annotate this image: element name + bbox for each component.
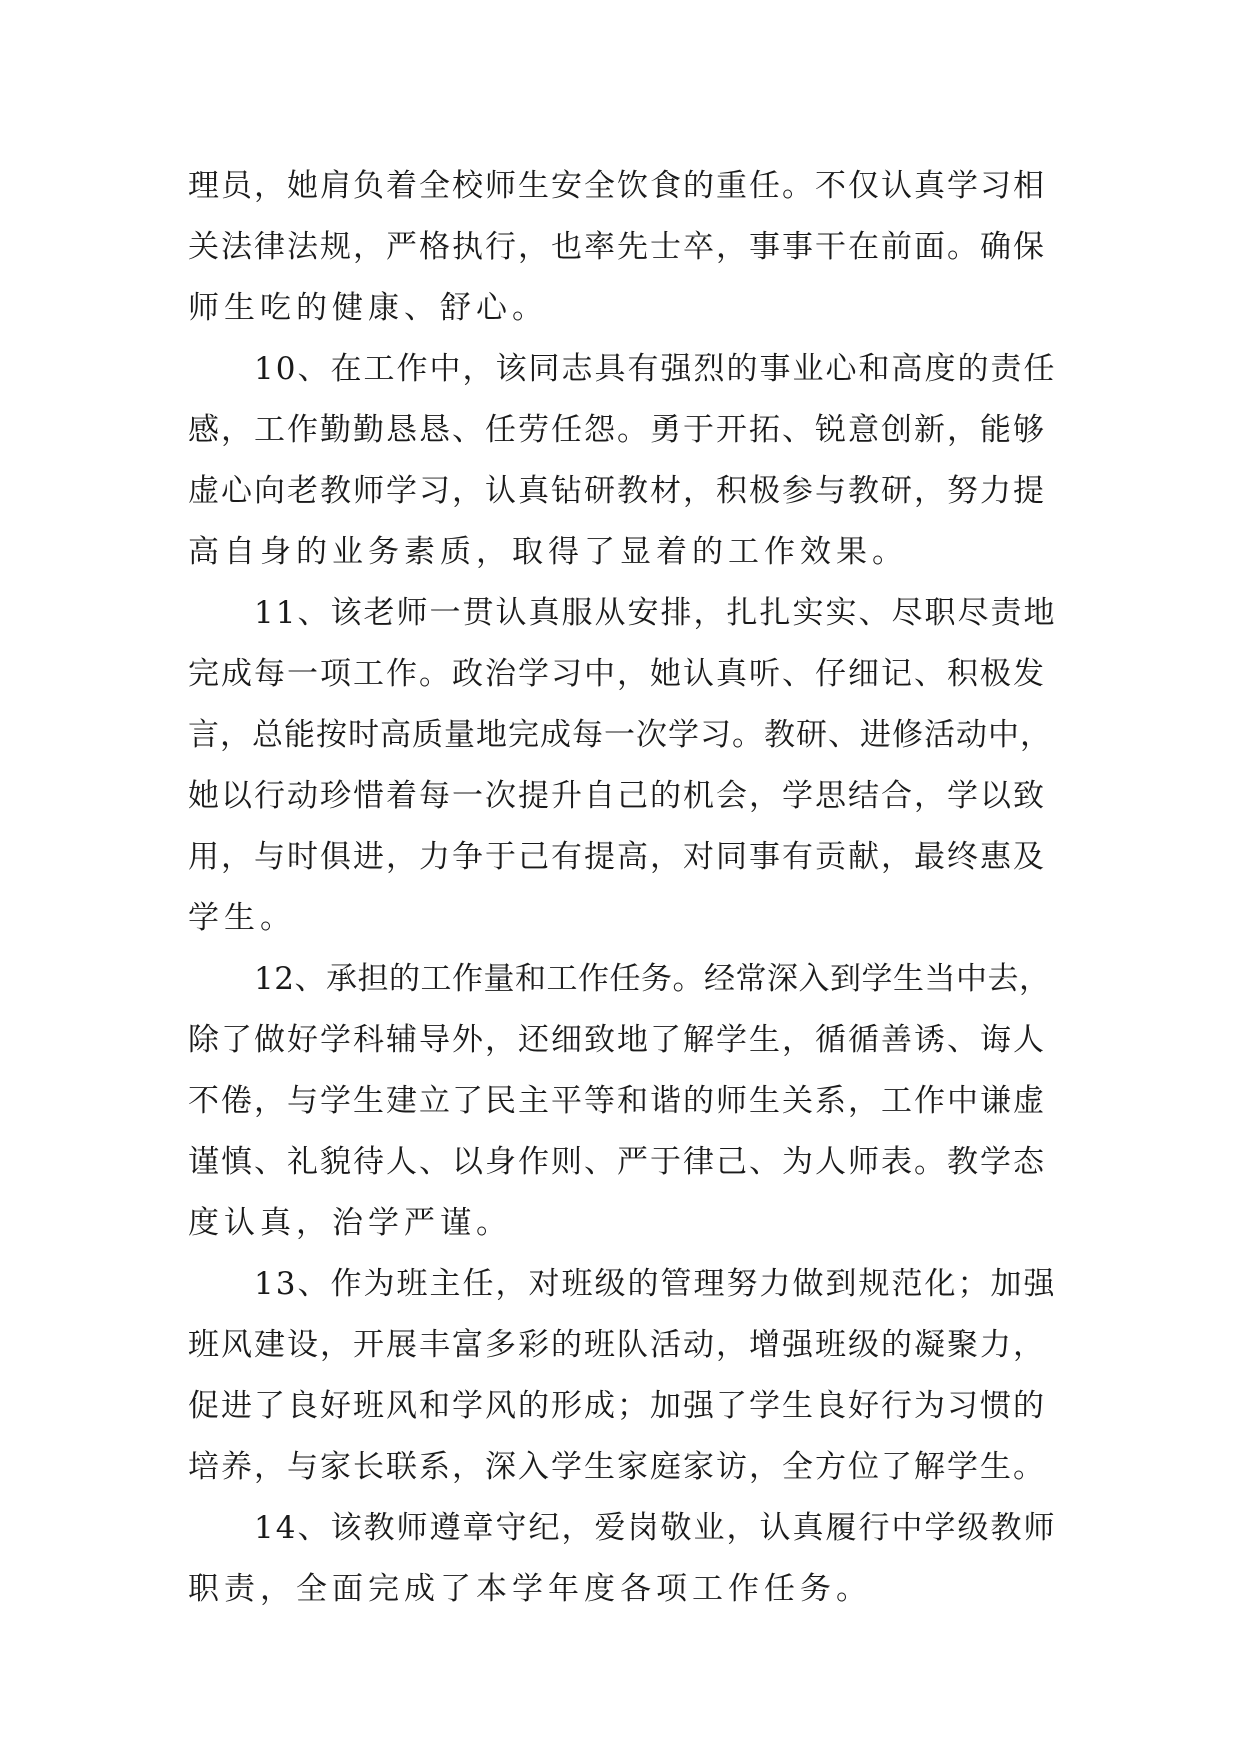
text-line: 13、作为班主任，对班级的管理努力做到规范化；加强 bbox=[254, 1266, 1057, 1302]
document-body bbox=[188, 156, 1056, 1620]
text-line: 她以行动珍惜着每一次提升自己的机会，学思结合，学以致 bbox=[188, 778, 1046, 814]
text-line: 高自身的业务素质，取得了显着的工作效果。 bbox=[188, 534, 908, 570]
text-line: 度认真，治学严谨。 bbox=[188, 1205, 512, 1241]
paragraph-item-12 bbox=[188, 949, 1056, 1254]
text-line: 用，与时俱进，力争于己有提高，对同事有贡献，最终惠及 bbox=[188, 839, 1046, 875]
text-line: 完成每一项工作。政治学习中，她认真听、仔细记、积极发 bbox=[188, 656, 1046, 692]
paragraph-continued bbox=[188, 156, 1056, 339]
text-line: 促进了良好班风和学风的形成；加强了学生良好行为习惯的 bbox=[188, 1388, 1046, 1424]
paragraph-item-14 bbox=[188, 1498, 1056, 1620]
text-line: 理员，她肩负着全校师生安全饮食的重任。不仅认真学习相 bbox=[188, 168, 1046, 204]
text-line: 11、该老师一贯认真服从安排，扎扎实实、尽职尽责地 bbox=[254, 595, 1057, 631]
text-line: 师生吃的健康、舒心。 bbox=[188, 290, 548, 326]
text-line: 职责，全面完成了本学年度各项工作任务。 bbox=[188, 1571, 872, 1607]
text-line: 除了做好学科辅导外，还细致地了解学生，循循善诱、诲人 bbox=[188, 1022, 1046, 1058]
text-line: 虚心向老教师学习，认真钻研教材，积极参与教研，努力提 bbox=[188, 473, 1046, 509]
text-line: 12、承担的工作量和工作任务。经常深入到学生当中去， bbox=[254, 961, 1051, 997]
text-line: 谨慎、礼貌待人、以身作则、严于律己、为人师表。教学态 bbox=[188, 1144, 1046, 1180]
text-line: 10、在工作中，该同志具有强烈的事业心和高度的责任 bbox=[254, 351, 1057, 387]
text-line: 培养，与家长联系，深入学生家庭家访，全方位了解学生。 bbox=[188, 1449, 1046, 1485]
text-line: 言，总能按时高质量地完成每一次学习。教研、进修活动中， bbox=[188, 717, 1052, 753]
paragraph-item-11 bbox=[188, 583, 1056, 949]
paragraph-item-10 bbox=[188, 339, 1056, 583]
paragraph-item-13 bbox=[188, 1254, 1056, 1498]
text-line: 感，工作勤勤恳恳、任劳任怨。勇于开拓、锐意创新，能够 bbox=[188, 412, 1046, 448]
text-line: 班风建设，开展丰富多彩的班队活动，增强班级的凝聚力， bbox=[188, 1327, 1046, 1363]
text-line: 学生。 bbox=[188, 900, 296, 936]
text-line: 关法律法规，严格执行，也率先士卒，事事干在前面。确保 bbox=[188, 229, 1046, 265]
text-line: 14、该教师遵章守纪，爱岗敬业，认真履行中学级教师 bbox=[254, 1510, 1057, 1546]
text-line: 不倦，与学生建立了民主平等和谐的师生关系，工作中谦虚 bbox=[188, 1083, 1046, 1119]
